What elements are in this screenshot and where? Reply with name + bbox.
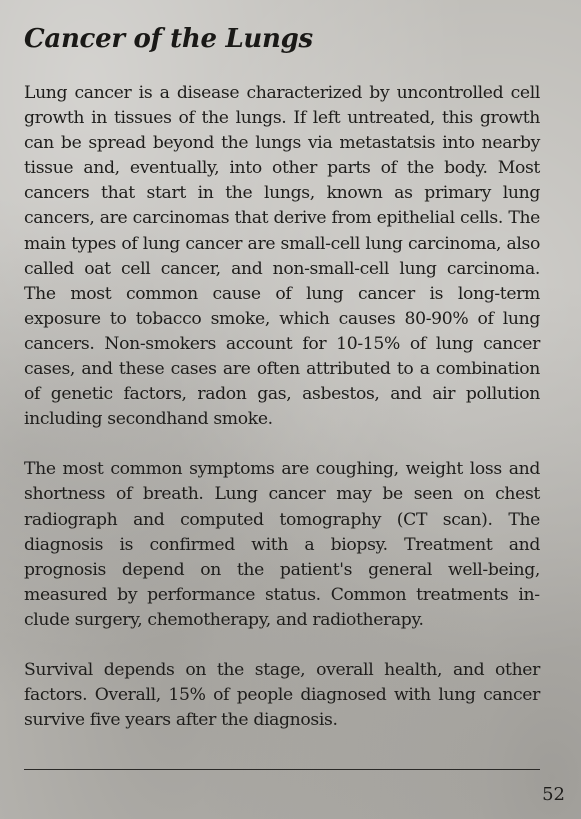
paragraph-symptoms: The most common symptoms are coughing, weight loss and shortness of breath. Lung cancer may be seen on chest radiograph and computed tomography (CT scan). The diagnosis is confirmed with a biopsy. Treatment and prognosis depend on the patient's general well-being, measured by performance status. Common treatments include surgery, chemotherapy, and radiotherapy. [24, 459, 540, 630]
page-number: 52 [542, 784, 565, 805]
paragraph-survival: Survival depends on the stage, overall health, and other factors. Overall, 15% of people diagnosed with lung cancer survive five years after the diagnosis. [24, 659, 540, 731]
paragraph-overview: Lung cancer is a disease characterized by uncontrolled cell growth in tissues of the lungs. If left untreated, this growth can be spread beyond the lungs via metastatsis into nearby tissue and, eventually, into other parts of the body. Most cancers that start in the lungs, known as primary lung cancers, are carcinomas that derive from epithelial cells. The main types of lung cancer are small-cell lung carcinoma, also called oat cell cancer, and non-small-cell lung carcinoma. The most common cause of lung cancer is long-term exposure to tobacco smoke, which causes 80-90% of lung cancers. Non-smokers account for 10-15% of lung cancer cases, and these cases are often attributed to a combination of genetic factors, radon gas, asbestos, and air pollution including secondhand smoke. [24, 83, 540, 430]
page-title: Cancer of the Lungs [24, 24, 313, 54]
footer-divider [24, 769, 540, 770]
body-text [24, 81, 540, 758]
